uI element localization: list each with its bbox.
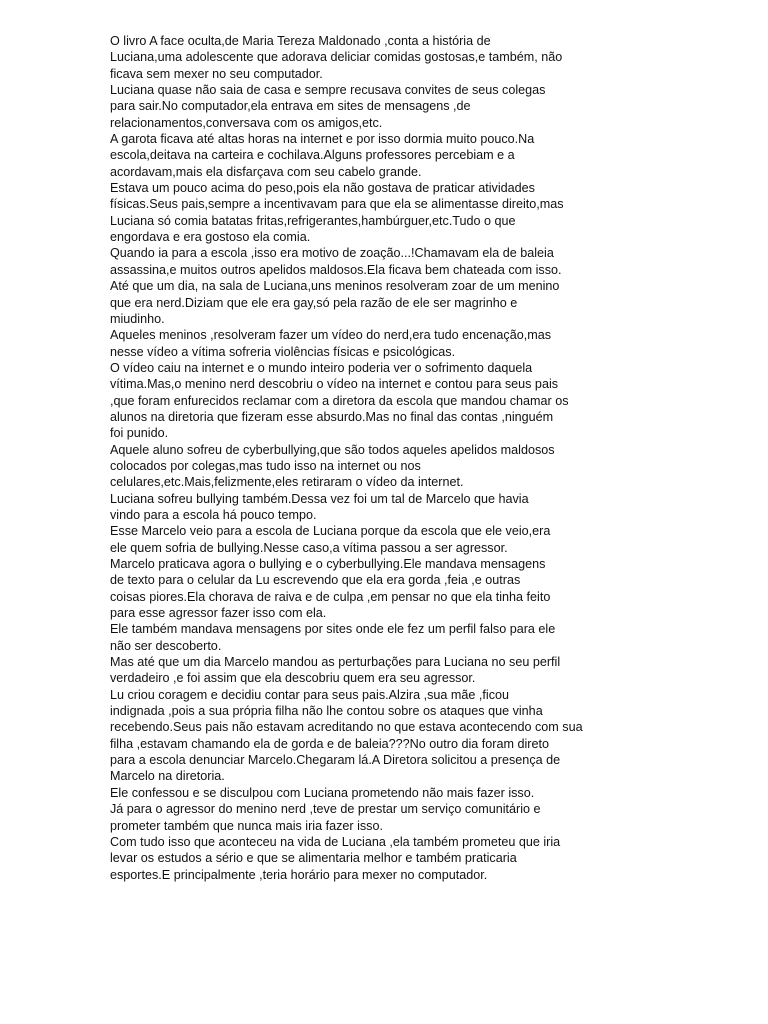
text-line: Aquele aluno sofreu de cyberbullying,que são todos aqueles apelidos maldosos [110,442,555,457]
text-line: Com tudo isso que aconteceu na vida de Luciana ,ela também prometeu que iria [110,834,561,849]
text-line: Até que um dia, na sala de Luciana,uns meninos resolveram zoar de um menino [110,279,560,294]
text-line: Marcelo na diretoria. [110,769,225,784]
text-line: nesse vídeo a vítima sofreria violências físicas e psicológicas. [110,344,456,359]
text-line: para sair.No computador,ela entrava em sites de mensagens ,de [110,99,471,114]
text-line: Luciana,uma adolescente que adorava deliciar comidas gostosas,e também, não [110,50,563,65]
text-line: miudinho. [110,311,165,326]
text-line: filha ,estavam chamando ela de gorda e de baleia???No outro dia foram direto [110,736,549,751]
text-line: levar os estudos a sério e que se alimentaria melhor e também praticaria [110,851,517,866]
text-line: escola,deitava na carteira e cochilava.Alguns professores percebiam e a [110,148,515,163]
text-line: para esse agressor fazer isso com ela. [110,606,327,621]
text-line: celulares,etc.Mais,felizmente,eles retiraram o vídeo da internet. [110,475,464,490]
text-line: de texto para o celular da Lu escrevendo que ela era gorda ,feia ,e outras [110,573,521,588]
text-line: Luciana só comia batatas fritas,refrigerantes,hambúrguer,etc.Tudo o que [110,213,516,228]
text-line: Marcelo praticava agora o bullying e o cyberbullying.Ele mandava mensagens [110,557,546,571]
text-line: esportes.E principalmente ,teria horário para mexer no computador. [110,867,488,882]
text-line: coisas piores.Ela chorava de raiva e de culpa ,em pensar no que ela tinha feito [110,589,551,604]
text-line: ficava sem mexer no seu computador. [110,66,323,81]
text-line: Aqueles meninos ,resolveram fazer um vídeo do nerd,era tudo encenação,mas [110,328,552,343]
text-line: recebendo.Seus pais não estavam acreditando no que estava acontecendo com sua [110,720,583,735]
text-line: engordava e era gostoso ela comia. [110,230,311,245]
text-line: assassina,e muitos outros apelidos maldosos.Ela ficava bem chateada com isso. [110,262,562,277]
text-line: vítima.Mas,o menino nerd descobriu o vídeo na internet e contou para seus pais [110,377,559,392]
text-line: Ele confessou e se disculpou com Luciana prometendo não mais fazer isso. [110,785,535,800]
text-line: Esse Marcelo veio para a escola de Luciana porque da escola que ele veio,era [110,524,551,539]
text-line: que era nerd.Diziam que ele era gay,só pela razão de ele ser magrinho e [110,295,518,310]
text-line: Luciana quase não saia de casa e sempre recusava convites de seus colegas [110,83,546,98]
document-body-text [110,33,710,883]
text-line: Já para o agressor do menino nerd ,teve de prestar um serviço comunitário e [110,802,541,817]
text-line: Ele também mandava mensagens por sites onde ele fez um perfil falso para ele [110,622,556,637]
text-line: Luciana sofreu bullying também.Dessa vez foi um tal de Marcelo que havia [110,491,529,506]
text-line: ele quem sofria de bullying.Nesse caso,a vítima passou a ser agressor. [110,540,508,555]
text-line: físicas.Seus pais,sempre a incentivavam para que ela se alimentasse direito,mas [110,197,564,212]
text-line: colocados por colegas,mas tudo isso na internet ou nos [110,458,421,473]
text-line: Mas até que um dia Marcelo mandou as perturbações para Luciana no seu perfil [110,655,561,670]
text-line: Quando ia para a escola ,isso era motivo de zoação...!Chamavam ela de baleia [110,246,554,261]
text-line: Estava um pouco acima do peso,pois ela não gostava de praticar atividades [110,181,535,196]
text-line: prometer também que nunca mais iria fazer isso. [110,818,383,833]
text-line: verdadeiro ,e foi assim que ela descobriu quem era seu agressor. [110,671,476,686]
text-line: alunos na diretoria que fizeram esse absurdo.Mas no final das contas ,ninguém [110,409,554,424]
text-line: acordavam,mais ela disfarçava com seu cabelo grande. [110,164,422,179]
text-line: para a escola denunciar Marcelo.Chegaram lá.A Diretora solicitou a presença de [110,753,561,768]
text-line: O vídeo caiu na internet e o mundo inteiro poderia ver o sofrimento daquela [110,360,533,375]
text-line: Lu criou coragem e decidiu contar para seus pais.Alzira ,sua mãe ,ficou [110,687,510,702]
text-line: A garota ficava até altas horas na internet e por isso dormia muito pouco.Na [110,132,535,147]
text-line: vindo para a escola há pouco tempo. [110,507,317,522]
text-line: indignada ,pois a sua própria filha não lhe contou sobre os ataques que vinha [110,704,543,719]
text-line: foi punido. [110,426,169,441]
text-line: relacionamentos,conversava com os amigos,etc. [110,115,383,130]
text-line: não ser descoberto. [110,638,222,653]
text-line: ,que foram enfurecidos reclamar com a diretora da escola que mandou chamar os [110,393,569,408]
text-line: O livro A face oculta,de Maria Tereza Maldonado ,conta a história de [110,34,491,48]
